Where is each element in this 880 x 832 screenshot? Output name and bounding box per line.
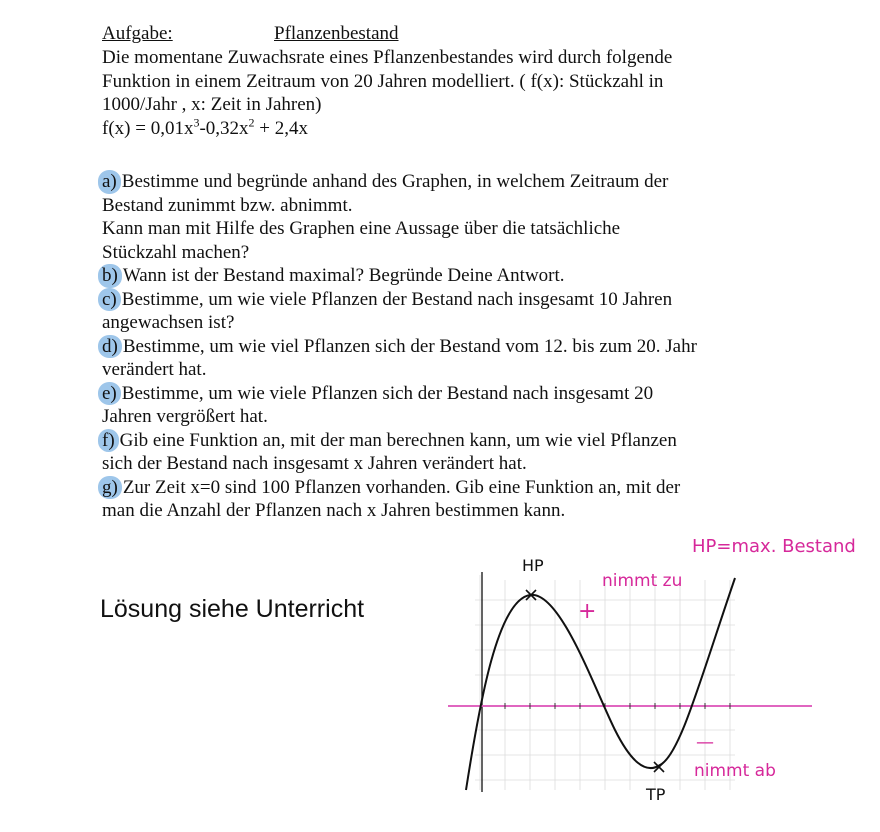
formula-part: -0,32x xyxy=(199,117,249,139)
intro-line: Die momentane Zuwachsrate eines Pflanzenbestandes wird durch folgende xyxy=(102,47,673,68)
task-marker-highlight: c) xyxy=(98,288,121,312)
task-line: Bestimme, um wie viel Pflanzen sich der Bestand vom 12. bis zum 20. Jahr xyxy=(122,335,697,357)
task-line: Bestand zunimmt bzw. abnimmt. xyxy=(102,194,353,216)
task-label: Aufgabe: xyxy=(102,23,173,44)
task-line: angewachsen ist? xyxy=(102,312,235,333)
formula-part: f(x) = 0,01x xyxy=(102,117,194,139)
solution-note: Lösung siehe Unterricht xyxy=(100,595,365,623)
task-line: sich der Bestand nach insgesamt x Jahren verändert hat. xyxy=(102,453,527,474)
exponent: 2 xyxy=(248,115,255,130)
task-line: Kann man mit Hilfe des Graphen eine Aussage über die tatsächliche xyxy=(102,218,621,239)
decreases-note: nimmt ab xyxy=(694,761,776,781)
task-marker-highlight: b) xyxy=(98,264,122,288)
task-line: man die Anzahl der Pflanzen nach x Jahren bestimmen kann. xyxy=(102,500,566,521)
task-line: verändert hat. xyxy=(102,359,207,380)
task-topic: Pflanzenbestand xyxy=(274,23,399,44)
task-marker-highlight: a) xyxy=(98,170,121,194)
task-marker-highlight: d) xyxy=(98,335,122,359)
formula-part: + 2,4x xyxy=(254,117,308,139)
plus-sign: + xyxy=(578,599,597,624)
task-line: Stückzahl machen? xyxy=(102,241,250,263)
task-line: Zur Zeit x=0 sind 100 Pflanzen vorhanden. Gib eine Funktion an, mit der xyxy=(122,476,681,498)
minus-sign: — xyxy=(696,732,714,753)
task-line: Bestimme, um wie viele Pflanzen der Bestand nach insgesamt 10 Jahren xyxy=(121,288,673,310)
task-marker-highlight: e) xyxy=(98,382,121,406)
intro-line: 1000/Jahr , x: Zeit in Jahren) xyxy=(102,94,322,115)
increases-note: nimmt zu xyxy=(602,571,683,591)
hp-note: HP=max. Bestand xyxy=(692,536,856,557)
handwritten-annotations xyxy=(578,536,856,781)
task-line: Bestimme, um wie viele Pflanzen sich der Bestand nach insgesamt 20 xyxy=(121,382,654,404)
tp-label: TP xyxy=(646,785,666,804)
function-curve xyxy=(466,578,735,790)
exponent: 3 xyxy=(193,115,200,130)
intro-line: Funktion in einem Zeitraum von 20 Jahren modelliert. ( f(x): Stückzahl in xyxy=(102,70,664,92)
task-line: Wann ist der Bestand maximal? Begründe Deine Antwort. xyxy=(122,265,565,286)
task-marker-highlight: g) xyxy=(98,476,122,500)
task-marker-highlight: f) xyxy=(98,429,119,453)
task-line: Gib eine Funktion an, mit der man berechnen kann, um wie viel Pflanzen xyxy=(119,429,677,451)
task-line: Jahren vergrößert hat. xyxy=(102,406,268,427)
hp-label: HP xyxy=(522,556,544,575)
task-line: Bestimme und begründe anhand des Graphen, in welchem Zeitraum der xyxy=(121,171,669,192)
